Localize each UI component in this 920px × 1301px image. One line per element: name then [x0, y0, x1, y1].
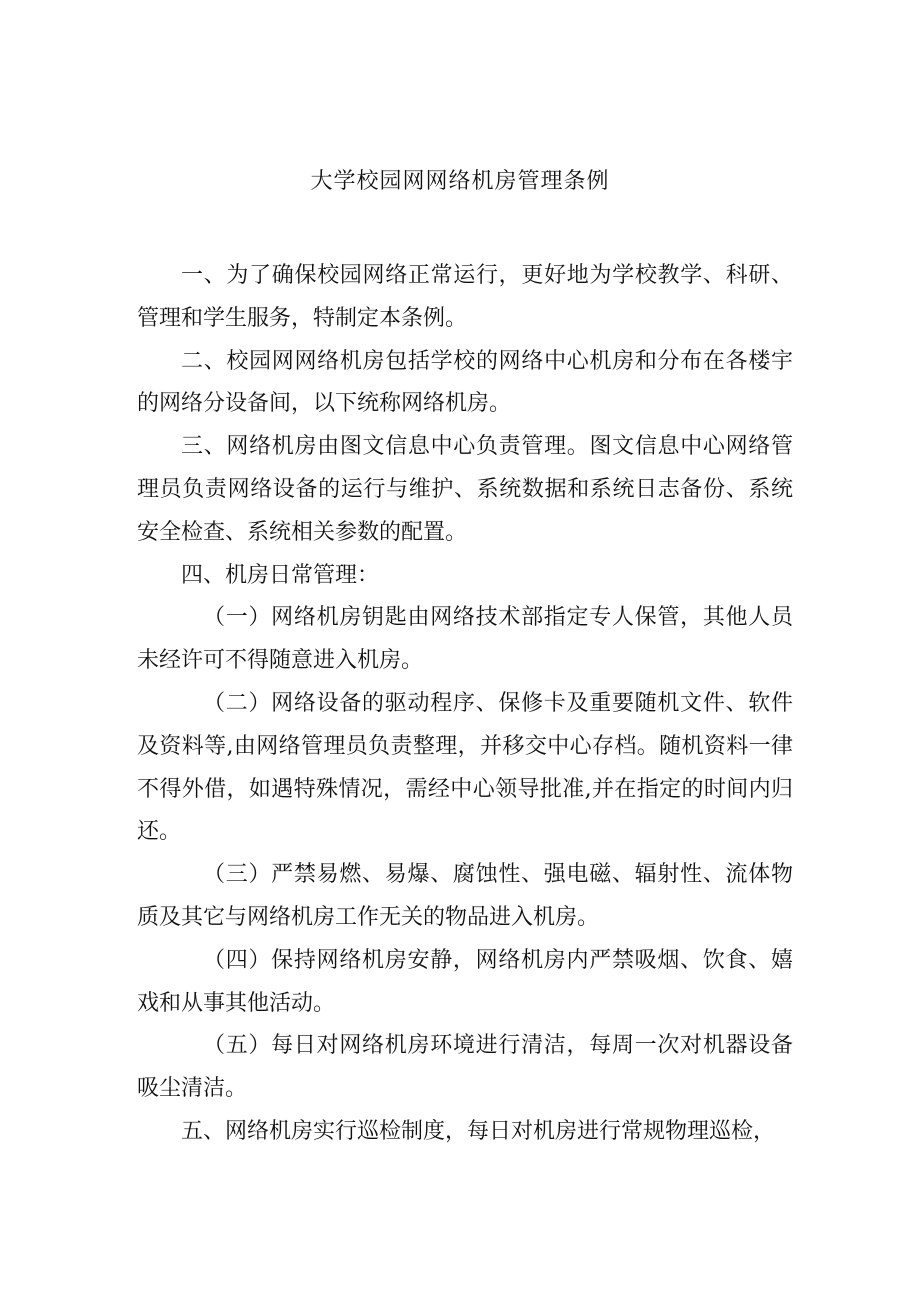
paragraph-item-3: （三）严禁易燃、易爆、腐蚀性、强电磁、辐射性、流体物质及其它与网络机房工作无关的物品进入机房。	[137, 862, 793, 930]
paragraph-item-5: （五）每日对网络机房环境进行清洁，每周一次对机器设备吸尘清洁。	[137, 1033, 793, 1102]
paragraph-item-2: （二）网络设备的驱动程序、保修卡及重要随机文件、软件及资料等,由网络管理员负责整理，并移交中心存档。随机资料一律不得外借，如遇特殊情况，需经中心领导批准,并在指定的时间内归还。	[137, 690, 793, 845]
paragraph-article-5: 五、网络机房实行巡检制度，每日对机房进行常规物理巡检，	[181, 1118, 776, 1144]
paragraph-article-3: 三、网络机房由图文信息中心负责管理。图文信息中心网络管理员负责网络设备的运行与维护、系统数据和系统日志备份、系统安全检查、系统相关参数的配置。	[137, 434, 793, 545]
document-body	[137, 255, 793, 1154]
paragraph-item-4: （四）保持网络机房安静，网络机房内严禁吸烟、饮食、嬉戏和从事其他活动。	[137, 947, 793, 1016]
paragraph-article-1: 一、为了确保校园网络正常运行，更好地为学校教学、科研、管理和学生服务，特制定本条例。	[137, 263, 793, 331]
paragraph-article-4: 四、机房日常管理：	[181, 562, 380, 588]
paragraph-article-2: 二、校园网网络机房包括学校的网络中心机房和分布在各楼宇的网络分设备间，以下统称网络机房。	[137, 348, 793, 417]
paragraph-item-1: （一）网络机房钥匙由网络技术部指定专人保管，其他人员未经许可不得随意进入机房。	[137, 605, 793, 674]
document-title: 大学校园网网络机房管理条例	[310, 169, 610, 194]
